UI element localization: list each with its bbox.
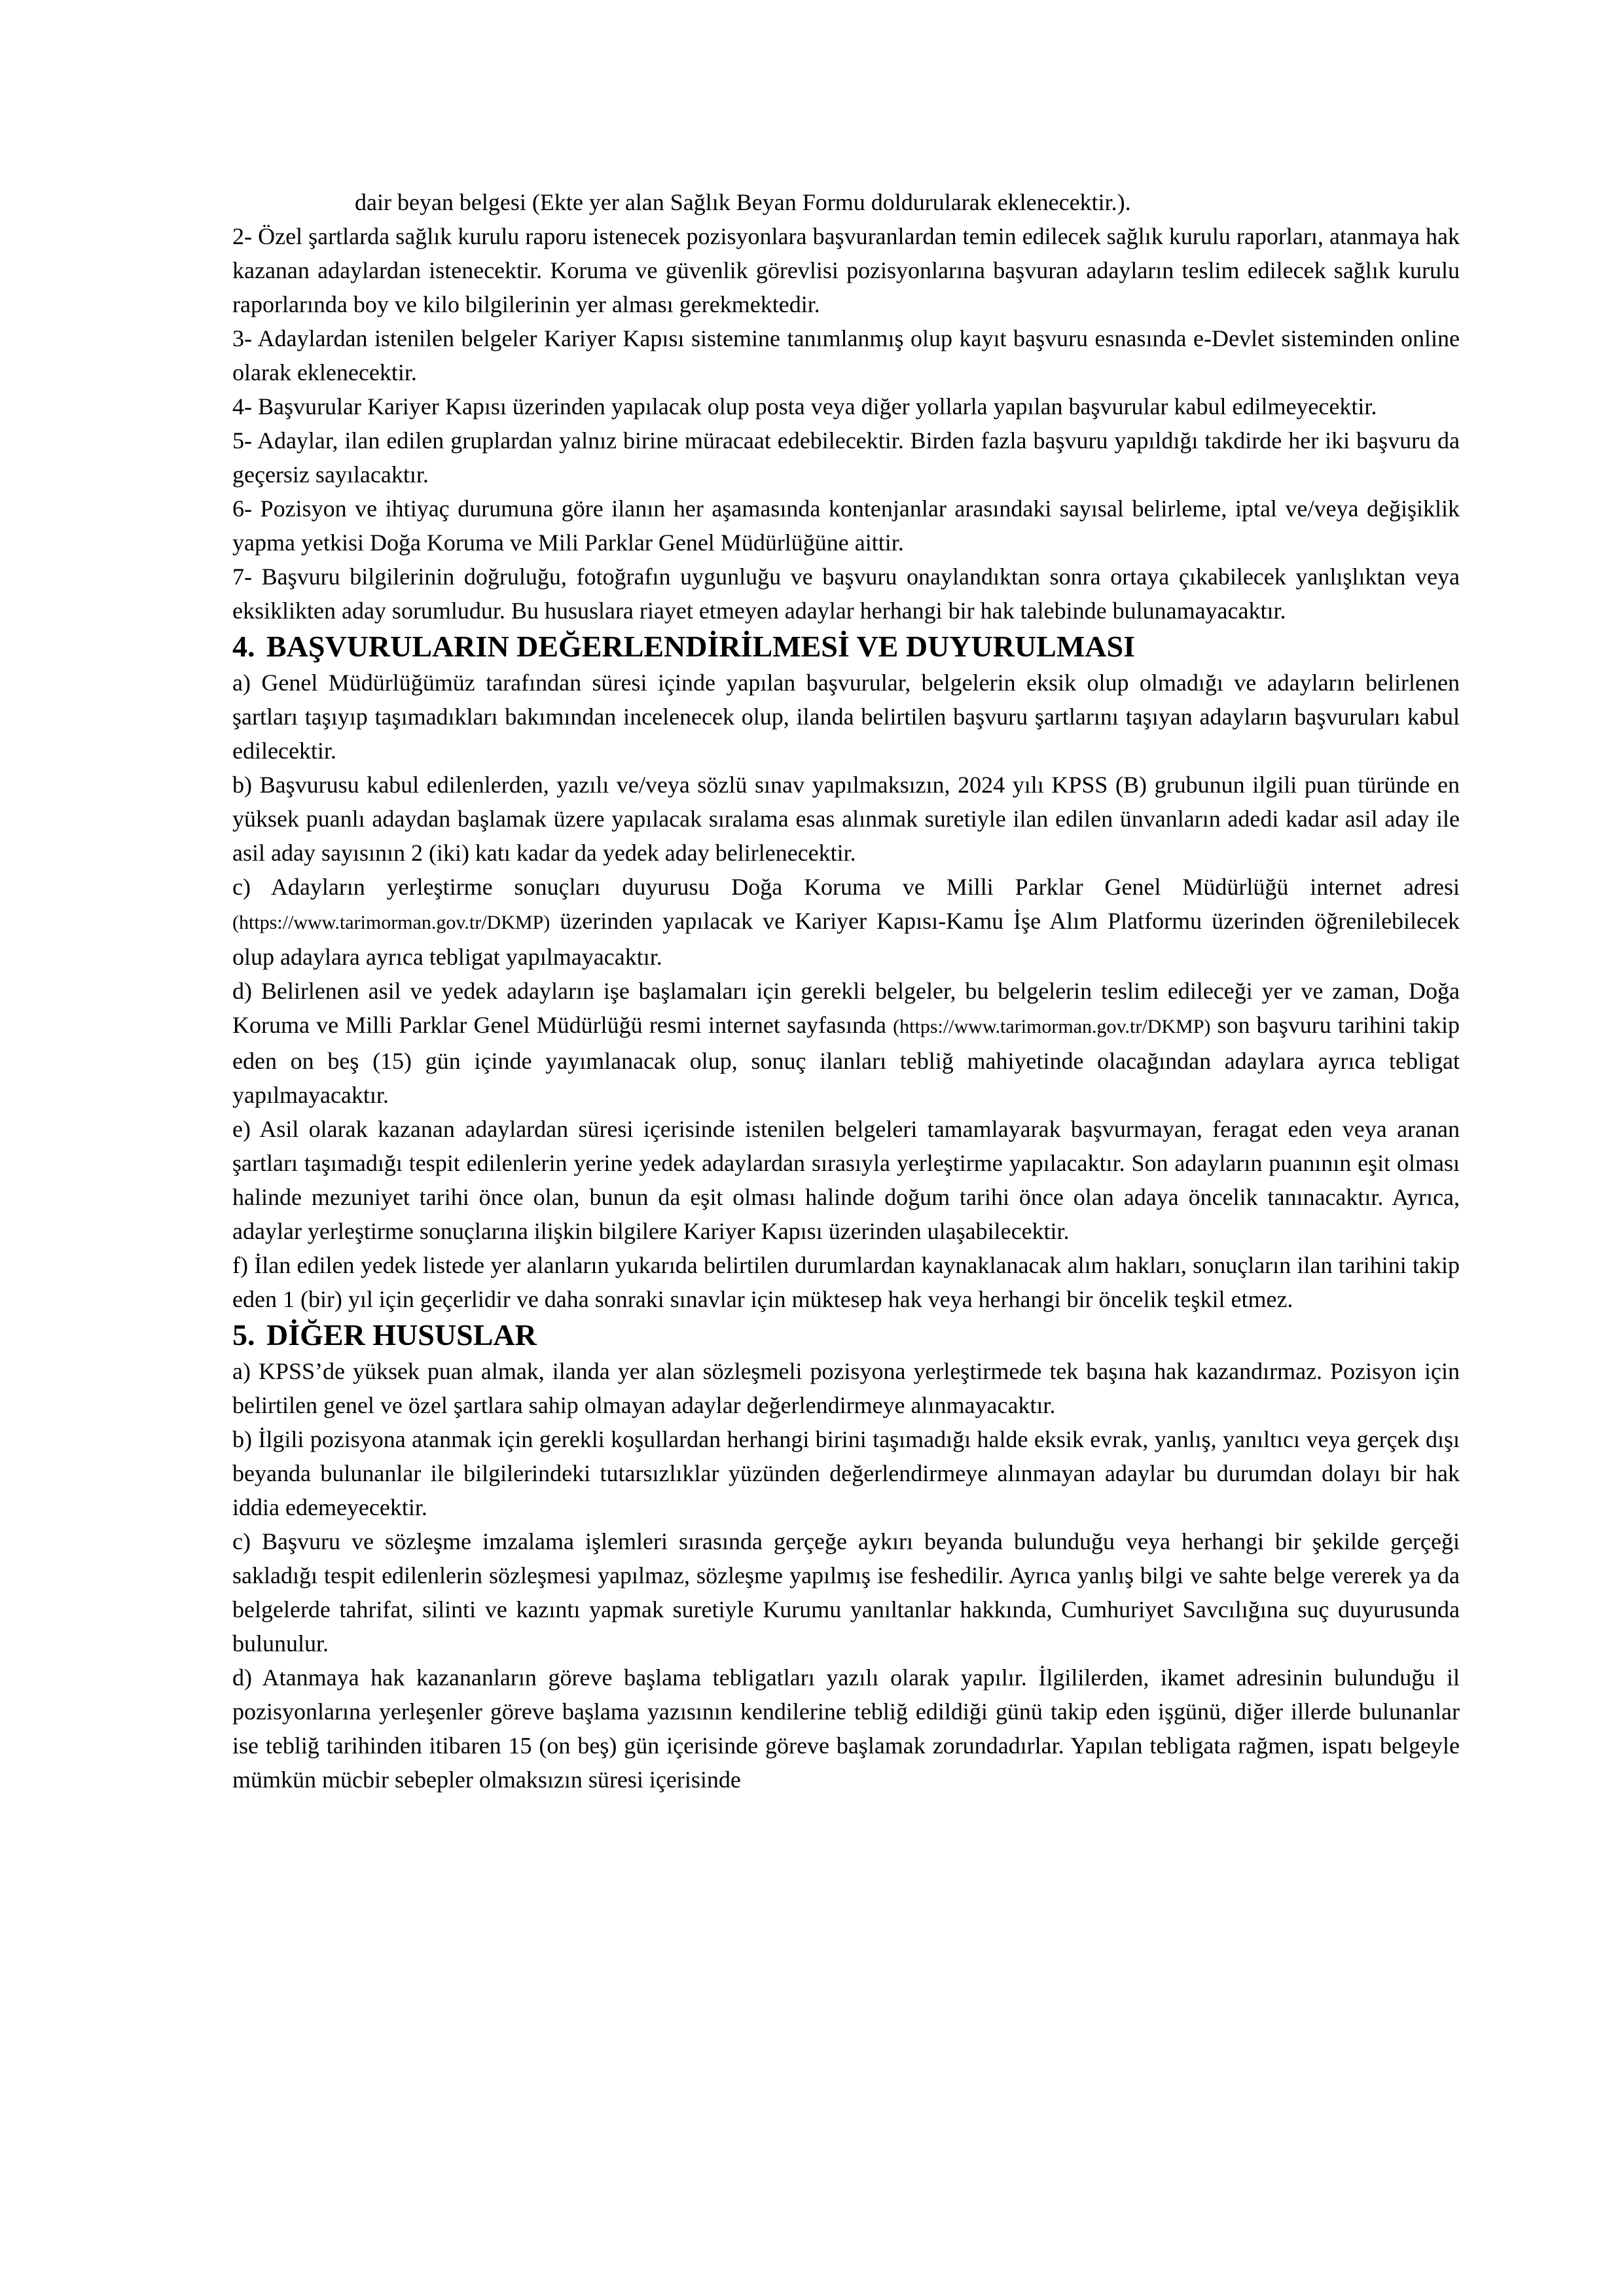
text-run: üzerinden yapılacak ve Kariyer Kapısı-Kamu İşe Alım Platformu üzerinden öğrenilebilecek olup adaylara ayrıca tebligat yapılmayacaktır. xyxy=(232,908,1460,970)
url-text: (https://www.tarimorman.gov.tr/DKMP) xyxy=(893,1016,1211,1037)
text-run: d) Atanmaya hak kazananların göreve başlama tebligatları yazılı olarak yapılır. İlgililerden, ikamet adresinin bulunduğu il pozisyonlarına yerleşenler göreve başlama yazısının kendilerine tebliğ edildiği günü takip eden işgünü, diğer illerde bulunanlar ise tebliğ tarihinden itibaren 15 (on beş) gün içerisinde göreve başlamak zorundadırlar. Yapılan tebligata rağmen, ispatı belgeyle mümkün mücbir sebepler olmaksızın süresi içerisinde xyxy=(232,1664,1460,1793)
section5-item-c xyxy=(232,1524,1460,1660)
numbered-item-2: 2- Özel şartlarda sağlık kurulu raporu istenecek pozisyonlara başvuranlardan temin edilecek sağlık kurulu raporları, atanmaya hak kazanan adaylardan istenecektir. Koruma ve güvenlik görevlisi pozisyonlarına başvuran adayların teslim edilecek sağlık kurulu raporlarında boy ve kilo bilgilerinin yer alması gerekmektedir. xyxy=(232,223,1460,317)
section-4-heading xyxy=(232,628,1460,666)
continuation-line: dair beyan belgesi (Ekte yer alan Sağlık Beyan Formu doldurularak eklenecektir.). xyxy=(355,189,1131,215)
section5-item-b xyxy=(232,1422,1460,1524)
section-4-number: 4. xyxy=(232,630,255,663)
text-run: f) İlan edilen yedek listede yer alanların yukarıda belirtilen durumlardan kaynaklanacak alım hakları, sonuçların ilan tarihini takip eden 1 (bir) yıl için geçerlidir ve daha sonraki sınavlar için müktesep hak veya herhangi bir öncelik teşkil etmez. xyxy=(232,1252,1460,1312)
text-run: b) İlgili pozisyona atanmak için gerekli koşullardan herhangi birini taşımadığı halde eksik evrak, yanlış, yanıltıcı veya gerçek dışı beyanda bulunanlar ile bilgilerindeki tutarsızlıklar yüzünden değerlendirmeye alınmayan adaylar bu durumdan dolayı bir hak iddia edemeyecektir. xyxy=(232,1426,1460,1520)
section5-item-a xyxy=(232,1354,1460,1422)
section-5-number: 5. xyxy=(232,1318,255,1352)
url-text: (https://www.tarimorman.gov.tr/DKMP) xyxy=(232,912,550,933)
section4-item-b xyxy=(232,768,1460,870)
section4-item-a xyxy=(232,666,1460,768)
section4-item-d xyxy=(232,974,1460,1112)
text-run: a) Genel Müdürlüğümüz tarafından süresi içinde yapılan başvurular, belgelerin eksik olup olmadığı ve adayların belirlenen şartları taşıyıp taşımadıkları bakımından incelenecek olup, ilanda belirtilen başvuru şartlarını taşıyan adayların başvuruları kabul edilecektir. xyxy=(232,670,1460,764)
text-run: son başvuru tarihini takip eden on beş (15) gün içinde yayımlanacak olup, sonuç ilanları tebliğ mahiyetinde olacağından adaylara ayrıca tebligat yapılmayacaktır. xyxy=(232,1012,1460,1108)
section4-item-c xyxy=(232,870,1460,974)
text-column xyxy=(232,185,1460,1797)
text-run: c) Başvuru ve sözleşme imzalama işlemleri sırasında gerçeğe aykırı beyanda bulunduğu veya herhangi bir şekilde gerçeği sakladığı tespit edilenlerin sözleşmesi yapılmaz, sözleşme yapılmış ise feshedilir. Ayrıca yanlış bilgi ve sahte belge vererek ya da belgelerde tahrifat, silinti ve kazıntı yapmak suretiyle Kurumu yanıltanlar hakkında, Cumhuriyet Savcılığına suç duyurusunda bulunulur. xyxy=(232,1528,1460,1657)
text-run: c) Adayların yerleştirme sonuçları duyurusu Doğa Koruma ve Milli Parklar Genel Müdürlüğü internet adresi xyxy=(232,874,1460,900)
text-run: a) KPSS’de yüksek puan almak, ilanda yer alan sözleşmeli pozisyona yerleştirmede tek başına hak kazandırmaz. Pozisyon için belirtilen genel ve özel şartlara sahip olmayan adaylar değerlendirmeye alınmayacaktır. xyxy=(232,1358,1460,1418)
section4-item-f xyxy=(232,1248,1460,1316)
text-run: e) Asil olarak kazanan adaylardan süresi içerisinde istenilen belgeleri tamamlayarak başvurmayan, feragat eden veya aranan şartları taşımadığı tespit edilenlerin yerine yedek adaylardan sırasıyla yerleştirme yapılacaktır. Son adayların puanının eşit olması halinde mezuniyet tarihi önce olan, bunun da eşit olması halinde doğum tarihi önce olan adaya öncelik tanınacaktır. Ayrıca, adaylar yerleştirme sonuçlarına ilişkin bilgilere Kariyer Kapısı üzerinden ulaşabilecektir. xyxy=(232,1116,1460,1244)
section-5-heading xyxy=(232,1316,1460,1354)
numbered-item-7: 7- Başvuru bilgilerinin doğruluğu, fotoğrafın uygunluğu ve başvuru onaylandıktan sonra ortaya çıkabilecek yanlışlıktan veya eksiklikten aday sorumludur. Bu hususlara riayet etmeyen adaylar herhangi bir hak talebinde bulunamayacaktır. xyxy=(232,564,1460,624)
section5-item-d xyxy=(232,1660,1460,1797)
numbered-item-5: 5- Adaylar, ilan edilen gruplardan yalnız birine müracaat edebilecektir. Birden fazla başvuru yapıldığı takdirde her iki başvuru da geçersiz sayılacaktır. xyxy=(232,427,1460,488)
numbered-item-3: 3- Adaylardan istenilen belgeler Kariyer Kapısı sistemine tanımlanmış olup kayıt başvuru esnasında e-Devlet sisteminden online olarak eklenecektir. xyxy=(232,325,1460,386)
section4-item-e xyxy=(232,1112,1460,1248)
text-run: d) Belirlenen asil ve yedek adayların işe başlamaları için gerekli belgeler, bu belgelerin teslim edileceği yer ve zaman, Doğa Koruma ve Milli Parklar Genel Müdürlüğü resmi internet sayfasında xyxy=(232,978,1460,1038)
numbered-item-6: 6- Pozisyon ve ihtiyaç durumuna göre ilanın her aşamasında kontenjanlar arasındaki sayısal belirleme, iptal ve/veya değişiklik yapma yetkisi Doğa Koruma ve Mili Parklar Genel Müdürlüğüne aittir. xyxy=(232,495,1460,556)
text-run: b) Başvurusu kabul edilenlerden, yazılı ve/veya sözlü sınav yapılmaksızın, 2024 yılı KPSS (B) grubunun ilgili puan türünde en yüksek puanlı adaydan başlamak üzere yapılacak sıralama esas alınmak suretiyle ilan edilen ünvanların adedi kadar asil aday ile asil aday sayısının 2 (iki) katı kadar da yedek aday belirlenecektir. xyxy=(232,772,1460,866)
numbered-item-4: 4- Başvurular Kariyer Kapısı üzerinden yapılacak olup posta veya diğer yollarla yapılan başvurular kabul edilmeyecektir. xyxy=(232,393,1377,420)
section-4-title: BAŞVURULARIN DEĞERLENDİRİLMESİ VE DUYURULMASI xyxy=(266,630,1135,663)
section-5-title: DİĞER HUSUSLAR xyxy=(266,1318,537,1352)
